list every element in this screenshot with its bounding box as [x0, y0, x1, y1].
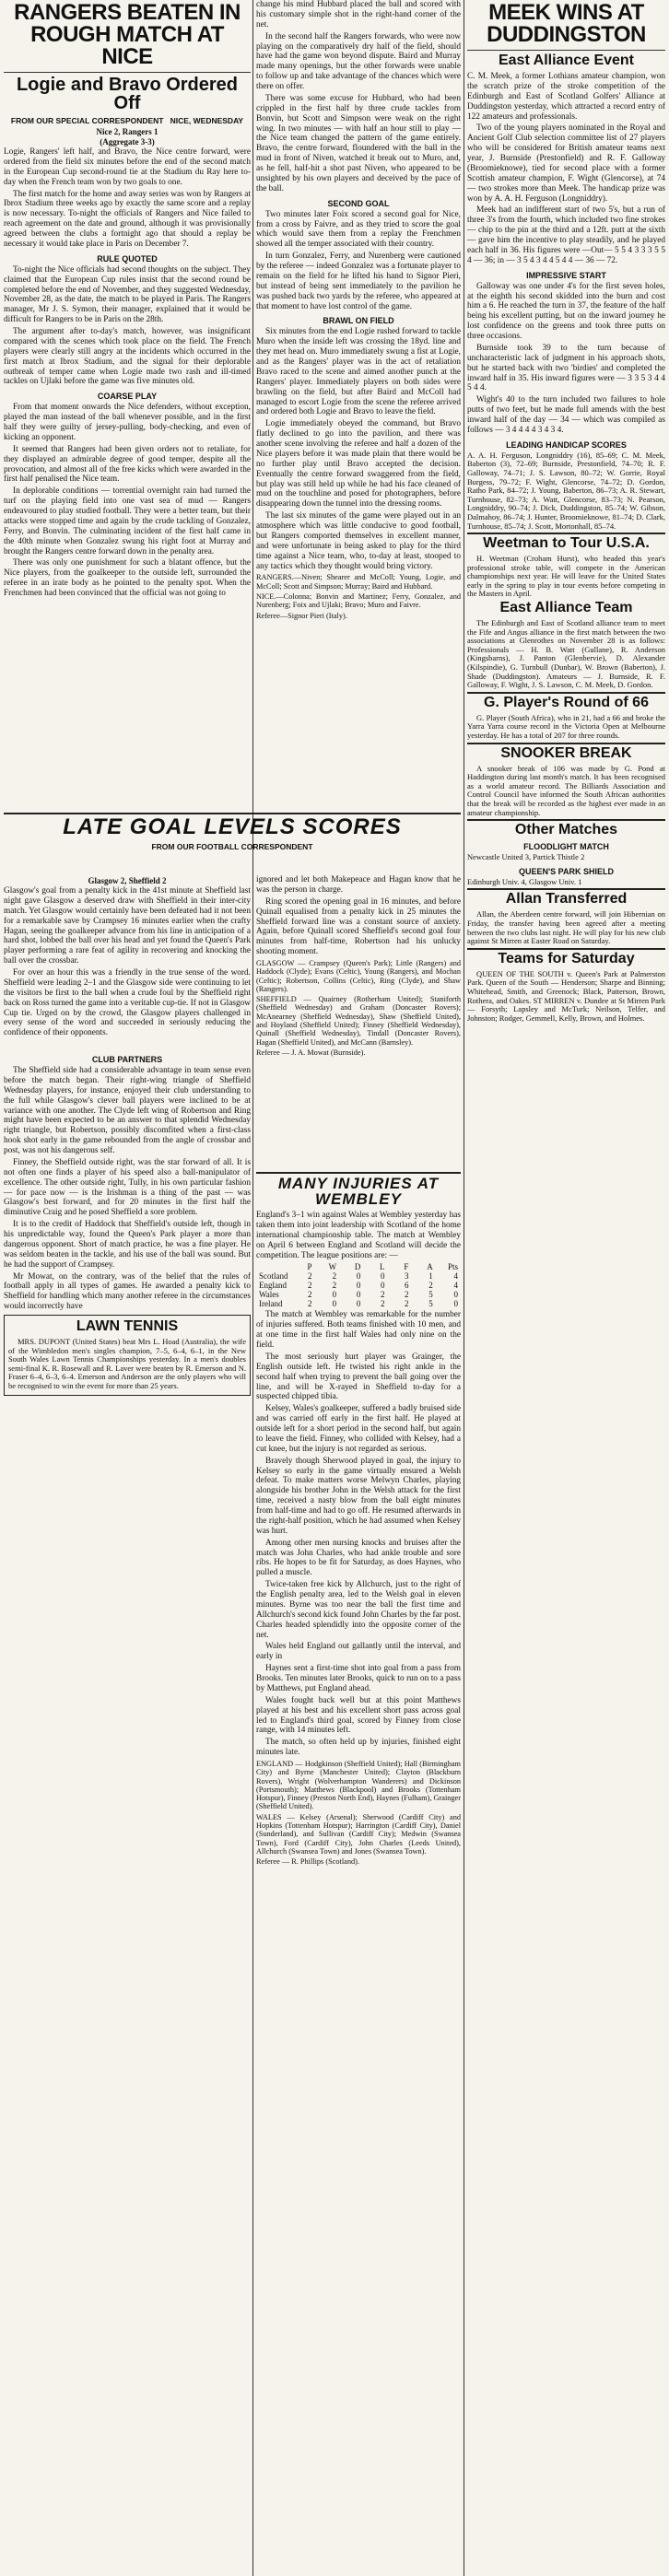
- league-table-row: [256, 1281, 461, 1290]
- rangers-article: [4, 0, 251, 601]
- league-table-cell: 4: [453, 1281, 458, 1291]
- league-table-row: [256, 1299, 461, 1308]
- league-table-header-cell: Pts: [447, 1262, 458, 1272]
- league-table-cell: 0: [380, 1281, 385, 1291]
- wembley-para: The match, so often held up by injuries, finished eight minutes late.: [256, 1738, 461, 1758]
- rangers-para: To-night the Nice officials had second thoughts on the subject. They claimed that the European Cup rules insist that the second round be completed before the end of November, and they suggested Wednesday, November 28, as the date, the match to be played in Paris. The Rangers manager, Mr J. S. Symon, their manager, explained that it would be difficult for Rangers to be in Paris on the 28th.: [4, 264, 251, 325]
- meek-headline: MEEK WINS AT DUDDINGSTON: [487, 0, 646, 47]
- rangers-para: In the second half the Rangers forwards, who were now playing on the comparatively dry half of the field, should have had the game won beyond dispute. Baird and Murray made many openings, but the other forwards were unable to follow up and take advantage of the chances which were there on offer.: [256, 31, 461, 91]
- meek-para: Wight's 40 to the turn included two failures to hole putts of two feet, but he made full amends with the best inward half of the day — 34 — which was compiled as follows — 3 4 4 4 4 3 4 3 4.: [467, 395, 665, 435]
- rangers-para: change his mind Hubbard placed the ball and scored with his customary simple shot in the right-hand corner of the net.: [256, 0, 461, 29]
- glasgow-sheffield-continued: [4, 1050, 251, 2576]
- rangers-continued: [256, 0, 461, 809]
- other-matches-headline: Other Matches: [514, 822, 618, 838]
- late-goal-para: Glasgow's goal from a penalty kick in the 41st minute at Sheffield last night gave Glasgow a deserved draw with Sheffield in their inter-city match. Yet Glasgow would certainly have been defeated had it not been for a remarkable save by Crampsey 16 minutes earlier when the crafty Hagan, seeing the goalkeeper advance from his line in anticipation of a hard shot, lobbed the ball over his head and yet found the Queen's Park player performing a rare feat of agility in recovering and knocking the ball over the crossbar.: [4, 886, 251, 966]
- alliance-team-para: The Edinburgh and East of Scotland alliance team to meet the Fife and Angus alliance in the first match between the two associations at Glenrothes on November 28 is as follows: Professionals — H. B. Watt (Gullane), R. Anderson (Kingsbarns), J. Panton (Glenbervie), D. Alexander (Kilspindie), G. Turnbull (Dunbar), W. Brown (Baberton), J. Shade (Duddingston). Amateurs — J. Burnside, R. F. Galloway, F. Wight, J. S. Lawson, C. M. Meek, D. Gordon.: [467, 618, 665, 690]
- other-match-line: FLOODLIGHT MATCH: [523, 842, 609, 852]
- sheffield-team: SHEFFIELD — Quairney (Rotherham United); Staniforth (Sheffield Wednesday) and Graham (Doncaster Rovers); McAnearney (Sheffield Wednesday), Shaw (Sheffield United), and Hoyland (Sheffield United); Finney (Sheffield Wednesday), Quinall (Sheffield Wednesday), Tindall (Doncaster Rovers), Hagan (Sheffield United), and McCann (Barnsley).: [256, 995, 461, 1047]
- league-table-cell: 2: [332, 1281, 337, 1291]
- second-goal-subhead: SECOND GOAL: [327, 198, 390, 208]
- weetman-headline: Weetman to Tour U.S.A.: [483, 535, 650, 552]
- league-table-header-cell: L: [379, 1262, 385, 1272]
- league-table-cell: 2: [404, 1290, 409, 1300]
- league-table-header-cell: W: [328, 1262, 337, 1272]
- wembley-para: The most seriously hurt player was Grainger, the English outside left. He twisted his right ankle in the second half when trying to prevent the ball going over the line, and will be X-rayed in Sheffield to-day for a suspected chipped tibia.: [256, 1352, 461, 1402]
- alliance-subheadline: East Alliance Event: [498, 53, 635, 68]
- league-table-cell: 5: [428, 1290, 433, 1300]
- rangers-aggregate: (Aggregate 3-3): [100, 137, 155, 146]
- late-goal-referee: Referee — J. A. Mowat (Burnside).: [256, 1048, 366, 1057]
- wembley-article: [256, 1170, 461, 2576]
- league-table-cell: 0: [453, 1299, 458, 1309]
- late-goal-para: ignored and let both Makepeace and Hagan know that he was the person in charge.: [256, 875, 461, 895]
- nice-team: NICE.—Colonna; Bonvin and Martinez; Ferry, Gonzalez, and Nurenberg; Foix and Ujlaki; Bravo; Muro and Faivre.: [256, 591, 461, 610]
- meek-para: Galloway was one under 4's for the first seven holes, at the eighth his second skidded into the burn and cost him a 6. He reached the turn in 37, the feature of the half being his excellent putting, but on the inward journey he lost confidence on the greens and took three putts on three occasions.: [467, 281, 665, 341]
- other-match-line: QUEEN'S PARK SHIELD: [519, 866, 614, 876]
- rangers-para: It seemed that Rangers had been given orders not to retaliate, for they displayed an admirable degree of good temper, despite all the provocation, and almost all of the free kicks which were awarded in the first half penalised the Nice team.: [4, 444, 251, 485]
- late-goal-col-right: [256, 875, 461, 1059]
- rangers-para: There was some excuse for Hubbard, who had been crippled in the first half by three crude tackles from Bonvin, but Scott and Simpson were weak on the right wing. In two minutes — with half an hour still to play — the Nice team changed the pattern of the game entirely. Bravo, the centre forward, floundered with the ball in the mud in front of Niven, watched it break out to Muro, and, as he fell, half-hit a shot past Niven, who appeared to be unsighted by his own players and deceived by the pace of the ball.: [256, 93, 461, 193]
- league-table-cell: 5: [428, 1299, 433, 1309]
- league-table-cell: 0: [332, 1290, 337, 1300]
- wembley-para: Kelsey, Wales's goalkeeper, suffered a badly bruised side and was carried off early in the first half. He played at outside left for a short period in the second half, but again to leave the field. Finney, who collided with Kelsey, had a cut knee, but the injury is not regarded as serious.: [256, 1404, 461, 1454]
- rangers-team: RANGERS.—Niven; Shearer and McColl; Young, Logie, and McColl; Scott and Simpson; Murray; Baird and Hubbard.: [256, 573, 461, 591]
- league-table-cell: 2: [428, 1281, 433, 1291]
- league-table-header-cell: F: [404, 1262, 409, 1272]
- league-table-header-cell: A: [427, 1262, 433, 1272]
- league-table-cell: 0: [356, 1290, 361, 1300]
- leading-scores: A. A. H. Ferguson, Longniddry (16), 85–69; C. M. Meek, Baberton (3), 72–69; Burnside, Prestonfield, 74–70; R. F. Galloway, 74–71; J. S. Lawson, 80–72; W. Gorrie, Royal Burgess, 79–72; F. Wight, Glencorse, 74–72; D. Gordon, Ratho Park, 84–72; J. Young, Baberton, 86–73; A. R. Stewart, Turnhouse, 82–73; A. Watt, Glencorse, 83–73; N. Pearson, Longniddry, 90–74; J. Dick, Duddingston, 85–74; W. Gibson, Dalmahoy, 86–74; J. Hunter, Broomieknowe, 81–74; D. Clark, Turnhouse, 85–74; J. Scott, Mortonhall, 85–74.: [467, 450, 665, 531]
- league-table-cell: 2: [307, 1299, 312, 1309]
- rule-quoted-subhead: RULE QUOTED: [97, 253, 158, 263]
- league-table-cell: England: [259, 1281, 287, 1291]
- brawl-subhead: BRAWL ON FIELD: [323, 316, 394, 326]
- referee-line: Referee—Signor Pieri (Italy).: [256, 611, 347, 620]
- league-table-cell: 2: [380, 1290, 385, 1300]
- allan-headline: Allan Transferred: [505, 891, 628, 907]
- wembley-para: The match at Wembley was remarkable for the number of injuries suffered. Both teams finished with 10 men, and at one time in the first half Wales had only nine on the field.: [256, 1310, 461, 1350]
- wembley-para: Haynes sent a first-time shot into goal from a pass from Brooks. Ten minutes later Brooks, quick to run on to a pass by Matthews, put England ahead.: [256, 1664, 461, 1693]
- league-table-cell: 2: [307, 1271, 312, 1282]
- league-table-cell: 2: [380, 1299, 385, 1309]
- league-table-header-cell: [256, 1262, 291, 1271]
- meek-para: C. M. Meek, a former Lothians amateur champion, won the scratch prize of the stroke competition of the Edinburgh and East of Scotland Golfers' Alliance at Duddingston yesterday, which attracted a record entry of 122 amateurs and professionals.: [467, 72, 665, 122]
- late-goal-para: Ring scored the opening goal in 16 minutes, and before Quinall equalised from a penalty kick in 25 minutes the Sheffield forward line was a constant source of anxiety. Again, before Quinall scored Sheffield's second goal four minutes from half-time, Robertson had his unlucky shooting moment.: [256, 896, 461, 957]
- column-rule: [252, 0, 253, 2576]
- late-goal-para: For over an hour this was a friendly in the true sense of the word. Sheffield were leading 2–1 and the Glasgow side were continuing to let the visitors be first to the ball when a crude foul by the Sheffield right back on Ross turned the game into a veritable cup-tie. If not in Glasgow Cup tie. Urged on by the crowd, the Glasgow players challenged in every sense of the word and succeeded in seriously reducing the confidence of their opponents.: [4, 968, 251, 1038]
- rangers-para: The first match for the home and away series was won by Rangers at Ibrox Stadium three weeks ago by exactly the same score and a replay is now necessary. To-night the officials of Rangers and Nice failed to reach agreement on the date and ground, although it was provisionally agreed between the clubs a fortnight ago that should a replay be necessary it would take place in Paris on December 7.: [4, 189, 251, 249]
- rangers-para: Two minutes later Foix scored a second goal for Nice, from a cross by Faivre, and as they tried to score the goal which would save them from a replay the Frenchmen showed all the temper associated with their country.: [256, 209, 461, 250]
- club-partners-subhead: CLUB PARTNERS: [91, 1055, 163, 1064]
- league-table-cell: 0: [356, 1271, 361, 1282]
- teams-headline: Teams for Saturday: [498, 950, 635, 966]
- late-goal-para: It is to the credit of Haddock that Sheffield's outside left, though in his unpredictable way, found the Queen's Park player a more than dangerous opponent. Short of match practice, he was a fine player. He was seldom beaten in the tackle, and his use of the ball was sound. But he had the support of Crampsey.: [4, 1220, 251, 1270]
- snooker-headline: SNOOKER BREAK: [500, 744, 632, 761]
- late-goal-score: Glasgow 2, Sheffield 2: [88, 876, 167, 885]
- alliance-team-headline: East Alliance Team: [499, 600, 633, 616]
- lawn-tennis-para: MRS. DUPONT (United States) beat Mrs L. Hoad (Australia), the wife of the Wimbledon men's singles champion, 7–5, 6–4, 6–1, in the New South Wales Lawn Tennis Championships yesterday. In a men's doubles semi-final K. R. Rosewall and R. Laver were beaten by R. Emerson and N. Fraser 6–4, 6–3, 6–4. Emerson and Anderson are the only players who will be recognised to win the event for more than 25 years.: [8, 1337, 246, 1390]
- wembley-para: Bravely though Sherwood played in goal, the injury to Kelsey so early in the game virtually ensured a Welsh defeat. To make matters worse Melwyn Charles, playing alongside his brother John in the Welsh attack for the first time, received a nasty blow from the ball eight minutes from half-time and had to go off. He resumed afterwards in the right-half position, which he had assumed when Kelsey was hurt.: [256, 1456, 461, 1536]
- rangers-para: There was only one punishment for such a blatant offence, but the Nice players, from the goalkeeper to the outside left, surrounded the referee in an irate body as he pointed to the penalty spot. When the Frenchmen had been convinced that the official was not going to: [4, 558, 251, 598]
- late-goal-col-left: [4, 875, 251, 1040]
- late-goal-para: Finney, the Sheffield outside right, was the star forward of all. It is not often one finds a player of his speed also a ball-manipulator of excellence. The other outside right, Tully, in his own particular fashion — for pace now — is the Irishman is a thing of the past — was Glasgow's best forward, and for 20 minutes in the first half the diminutive Craig and he posed Sheffield a sore problem.: [4, 1157, 251, 1218]
- late-goal-byline: FROM OUR FOOTBALL CORRESPONDENT: [151, 842, 313, 851]
- snooker-para: A snooker break of 106 was made by G. Pond at Haddington during last month's match. It has been recognised as a world amateur record. The Billiards Association and Control Council have informed the South African authorities that the break will be recorded as the highest ever made in an amateur championship.: [467, 763, 665, 817]
- league-table-cell: 2: [307, 1290, 312, 1300]
- league-table-header-cell: D: [354, 1262, 361, 1272]
- coarse-play-subhead: COARSE PLAY: [97, 392, 158, 402]
- league-table-cell: 1: [428, 1271, 433, 1282]
- wembley-para: Among other men nursing knocks and bruises after the match was John Charles, who had ankle trouble and sore ribs. He hopes to be fit for Saturday, as does Haynes, who pulled a muscle.: [256, 1538, 461, 1578]
- league-table-cell: 4: [453, 1271, 458, 1282]
- leading-scores-subhead: LEADING HANDICAP SCORES: [506, 439, 627, 450]
- meek-para: Meek had an indifferent start of two 5's, but a run of three 3's from the fourth, which included two fine strokes — chip to the pin at the third and a 12ft. putt at the sixth — gave him the incentive to play steadily, and he played each half in 36. His figures were —Out— 5 5 4 3 3 3 5 5 4 — 36; in — 3 5 4 3 4 4 5 4 4 — 36 — 72.: [467, 205, 665, 265]
- league-table: [256, 1262, 461, 1308]
- league-table-head: [256, 1262, 461, 1271]
- league-table-row: [256, 1290, 461, 1299]
- wembley-headline: MANY INJURIES AT WEMBLEY: [277, 1175, 440, 1208]
- wembley-referee: Referee — R. Phillips (Scotland).: [256, 1857, 359, 1867]
- late-goal-headline: LATE GOAL LEVELS SCORES: [63, 814, 402, 839]
- rangers-para: The last six minutes of the game were played out in an atmosphere which was little conducive to good football, but Rangers comported themselves in excellent manner, and were unfortunate in being asked to play for the third time against a Nice team, who, to-day at least, stooped to any tactics which they thought would bring victory.: [256, 511, 461, 571]
- league-table-cell: 3: [404, 1271, 409, 1282]
- league-table-cell: 0: [332, 1299, 337, 1309]
- rangers-byline: FROM OUR SPECIAL CORRESPONDENT NICE, WEDNESDAY: [10, 116, 244, 125]
- rangers-para: Logie, Rangers' left half, and Bravo, the Nice centre forward, were ordered from the field six minutes before the end of the second match in the European Cup second-round tie at the Stadium du Ray here to-day when the French team won by two goals to one.: [4, 147, 251, 187]
- league-table-cell: 0: [453, 1290, 458, 1300]
- wales-team: WALES — Kelsey (Arsenal); Sherwood (Cardiff City) and Hopkins (Tottenham Hotspur); Harrington (Cardiff City), Daniel (Sunderland), and Sullivan (Cardiff City); Medwin (Swansea Town), Ford (Cardiff City), John Charles (Leeds United), Allchurch (Swansea Town) and Jones (Swansea Town).: [256, 1812, 461, 1856]
- rangers-headline: RANGERS BEATEN IN ROUGH MATCH AT NICE: [14, 0, 241, 69]
- league-table-cell: Ireland: [259, 1299, 283, 1309]
- player-headline: G. Player's Round of 66: [484, 694, 649, 710]
- league-table-cell: Wales: [259, 1290, 279, 1300]
- late-goal-para: The Sheffield side had a considerable advantage in team sense even before the match began. Their right-wing triangle of Sheffield Wednesday players, for instance, enjoyed their club understanding to the full while Glasgow's clever ball players were inclined to be at variance with one another. The Clyde left wing of Robertson and Ring might have been expected to be an answer to that splendid Wednesday right triangle, but Robertson, possibly discomfited when a first-class hook shot early in the game rebounded from the angle of crossbar and post, was not his dangerous self.: [4, 1066, 251, 1155]
- league-table-cell: 6: [404, 1281, 409, 1291]
- rangers-para: In turn Gonzalez, Ferry, and Nurenberg were cautioned by the referee — indeed Gonzalez was a fortunate player to remain on the field for he lifted his hand to Signor Pieri, but instead of being sent immediately to the pavilion he was pushed back two yards by the referee, who appeared at that moment to have lost control of the game.: [256, 252, 461, 311]
- sports-briefs: [467, 0, 665, 2576]
- league-table-cell: 2: [404, 1299, 409, 1309]
- league-table-header-cell: P: [307, 1262, 312, 1272]
- league-table-cell: 0: [356, 1281, 361, 1291]
- england-team: ENGLAND — Hodgkinson (Sheffield United); Hall (Birmingham City) and Byrne (Manchester United); Clayton (Blackburn Rovers), Wright (Wolverhampton Wanderers) and Dickinson (Portsmouth); Matthews (Blackpool) and Brooks (Tottenham Hotspur), Finney (Preston North End), Haynes (Fulham), Grainger (Sheffield United).: [256, 1760, 461, 1811]
- league-table-cell: 0: [380, 1271, 385, 1282]
- rangers-para: In deplorable conditions — torrential overnight rain had turned the turf on the playing field into one vast sea of mud — Rangers endeavoured to play studied football. They were a better team, but their attacks were stopped time and again by the crude tackling of Gonzalez, Ferry, and Bonvin. The culminating incident of the first half came in the 40th minute when Gonzalez swung his right foot at Murray and brought the Rangers centre forward down in the penalty area.: [4, 486, 251, 556]
- league-table-cell: Scotland: [259, 1271, 288, 1282]
- other-match-line: Newcastle United 3, Partick Thistle 2: [467, 852, 585, 862]
- league-table-cell: 2: [307, 1281, 312, 1291]
- player-para: G. Player (South Africa), who in 21, had a 66 and broke the Yarra Yarra course record in the Victoria Open at Melbourne yesterday. He has a total of 207 for three rounds.: [467, 712, 665, 740]
- league-table-cell: 0: [356, 1299, 361, 1309]
- late-goal-para: Mr Mowat, on the contrary, was of the belief that the rules of football apply in all types of games. He awarded a penalty kick to Sheffield for handling which many another referee in the circumstances would incorrectly have: [4, 1271, 251, 1312]
- wembley-para: Wales fought back well but at this point Matthews played at his best and his excellent short pass across goal led to England's third goal, scored by Finney from close range, with 14 minutes left.: [256, 1695, 461, 1736]
- meek-para: Burnside took 39 to the turn because of uncharacteristic lack of judgment in his approach shots, but he started back with two 'birdies' and completed the inward half in 35. His inward figures were — 3 3 5 3 4 4 5 4 4.: [467, 343, 665, 393]
- glasgow-sheffield-article: [4, 811, 461, 1057]
- lawn-tennis-box: [4, 1315, 251, 1396]
- wembley-para: Wales held England out gallantly until the interval, and early in: [256, 1642, 461, 1662]
- lawn-tennis-headline: LAWN TENNIS: [76, 1318, 179, 1334]
- meek-para: Two of the young players nominated in the Royal and Ancient Golf Club selection committee list of 27 players who will be considered for British amateur teams next year, J. Burnside (Prestonfield) and R. F. Galloway (Broomieknowe), tied for second place with a former Scottish amateur champion, F. Wight (Glencorse), at 74 — two strokes more than Meek. The handicap prize was won by A. A. H. Ferguson (Longniddry).: [467, 123, 665, 204]
- league-table-row: [256, 1271, 461, 1281]
- allan-para: Allan, the Aberdeen centre forward, will join Hibernian on Friday, the transfer having been agreed after a meeting between the two clubs last night. He will play for his new club against St Mirren at Easter Road on Saturday.: [467, 909, 665, 946]
- rangers-score: Nice 2, Rangers 1: [96, 127, 158, 136]
- rangers-para: Six minutes from the end Logie rushed forward to tackle Muro when the inside left was crossing the 18yd. line and they met head on. Muro immediately swung a fist at Logie, and as the Rangers' player was in the act of retaliation Bravo raced to the scene and aimed another punch at the Rangers' player. Immediately players on both sides were brawling on the field, but after Baird and McColl had managed to escort Logie from the scene the referee arrived and ordered both Logie and Bravo to leave the field.: [256, 327, 461, 417]
- league-table-cell: 2: [332, 1271, 337, 1282]
- teams-para: QUEEN OF THE SOUTH v. Queen's Park at Palmerston Park. Queen of the South — Henderson; Sharpe and Binning; Whitehead, Smith, and Greenock; Black, Patterson, Brown, Rothera, and Oakes. ST MIRREN v. Dundee at St Mirren Park — Forsyth; Lapsley and McTurk; Neilson, Telfer, and Johnston; Rodger, Gemmell, Kelly, Brown, and Holmes.: [467, 968, 665, 1023]
- impressive-start-subhead: IMPRESSIVE START: [526, 270, 606, 280]
- rangers-para: Logie immediately obeyed the command, but Bravo flatly declined to go into the pavilion, and there was another scene involving the referee and half a dozen of the Nice players before it was made plain that there would be no further play until Bravo accepted the decision. Eventually the centre forward swaggered from the field, but play was still held up while he had his face cleaned of mud on the touchline and posed for photographers, before disappearing down the tunnel into the dressing rooms.: [256, 419, 461, 509]
- rangers-subheadline: Logie and Bravo Ordered Off: [16, 75, 239, 113]
- glasgow-team: GLASGOW — Crampsey (Queen's Park); Little (Rangers) and Haddock (Clyde); Evans (Celtic), Young (Rangers), and Mochan (Celtic); Robertson, Collins (Celtic), Ring (Clyde), and Shaw (Rangers).: [256, 959, 461, 993]
- rangers-para: From that moment onwards the Nice defenders, without exception, played the man instead of the ball whenever possible, and in the first half they were guilty of jersey-pulling, body-checking, and even of kicking an opponent.: [4, 403, 251, 442]
- other-match-line: Edinburgh Univ. 4, Glasgow Univ. 1: [467, 876, 582, 886]
- wembley-para: England's 3–1 win against Wales at Wembley yesterday has taken them into joint leadership with Scotland of the home international championship table. The match at Wembley on April 6 between England and Scotland will decide the competition. The league positions are: —: [256, 1211, 461, 1260]
- weetman-para: H. Weetman (Croham Hurst), who headed this year's professional stroke table, will compete in the American championships next year. He will leave for the United States early in the spring to play in tour events before competing in the Masters in April.: [467, 554, 665, 599]
- rangers-para: The argument after to-day's match, however, was insignificant compared with the scenes which took place on the field. The French players were clearly still angry at the incidents which occurred in the first match at Ibrox Stadium, and the signal for their deplorable outbreak of temper came when Logie made two rash and ill-timed tackles on Ujlaki before the game was five minutes old.: [4, 327, 251, 387]
- wembley-para: Twice-taken free kick by Allchurch, just to the right of the English penalty area, led to the Welsh goal in eleven minutes. Byrne was too near the ball the first time and Allchurch's second kick found John Charles by the far post. Charles headed splendidly into the opposite corner of the net.: [256, 1580, 461, 1640]
